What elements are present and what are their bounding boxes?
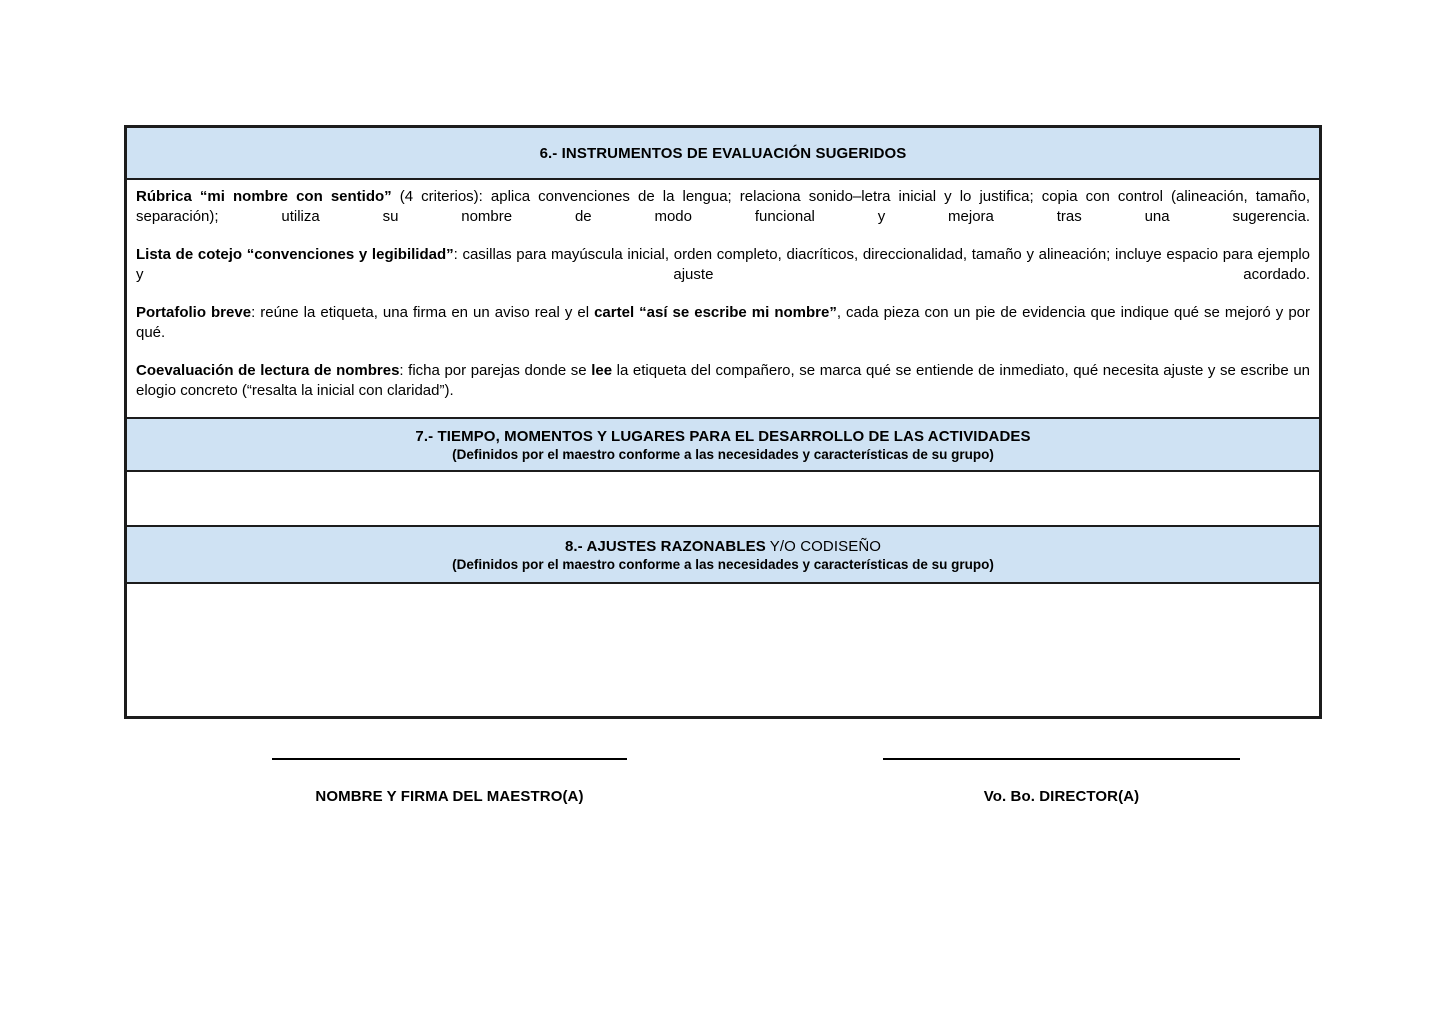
teacher-signature-block	[272, 758, 627, 805]
rubric-paragraph: Rúbrica “mi nombre con sentido” (4 criterios): aplica convenciones de la lengua; relaciona sonido–letra inicial y lo justifica; copia con control (alineación, tamaño, separación); utiliza su nombre de modo funcional y mejora tras una sugerencia.	[136, 188, 1310, 225]
director-signature-block	[883, 758, 1240, 805]
section7-body-empty-cell[interactable]	[127, 472, 1319, 527]
section8-header	[127, 527, 1319, 584]
lesson-plan-table	[124, 125, 1322, 719]
section8-title: 8.- AJUSTES RAZONABLES Y/O CODISEÑO	[564, 537, 882, 555]
section7-header	[127, 419, 1319, 472]
section7-title: 7.- TIEMPO, MOMENTOS Y LUGARES PARA EL DESARROLLO DE LAS ACTIVIDADES	[415, 427, 1031, 445]
section7-subtitle: (Definidos por el maestro conforme a las necesidades y características de su grupo)	[452, 446, 994, 462]
section6-body	[127, 180, 1319, 419]
director-signature-line	[883, 758, 1240, 760]
section8-body-empty-cell[interactable]	[127, 584, 1319, 716]
teacher-signature-label: NOMBRE Y FIRMA DEL MAESTRO(A)	[315, 788, 584, 805]
checklist-paragraph: Lista de cotejo “convenciones y legibilidad”: casillas para mayúscula inicial, orden completo, diacríticos, direccionalidad, tamaño y alineación; incluye espacio para ejemplo y ajuste acordado.	[136, 246, 1310, 283]
teacher-signature-line	[272, 758, 627, 760]
portfolio-paragraph: Portafolio breve: reúne la etiqueta, una firma en un aviso real y el cartel “así se escribe mi nombre”, cada pieza con un pie de evidencia que indique qué se mejoró y por qué.	[136, 304, 1310, 341]
section6-title: 6.- INSTRUMENTOS DE EVALUACIÓN SUGERIDOS	[539, 144, 907, 162]
coevaluation-paragraph: Coevaluación de lectura de nombres: ficha por parejas donde se lee la etiqueta del compañero, se marca qué se entiende de inmediato, qué necesita ajuste y se escribe un elogio concreto (“resalta la inicial con claridad”).	[136, 362, 1311, 399]
section6-header	[127, 128, 1319, 180]
section8-subtitle: (Definidos por el maestro conforme a las necesidades y características de su grupo)	[452, 556, 994, 572]
director-signature-label: Vo. Bo. DIRECTOR(A)	[983, 788, 1140, 805]
